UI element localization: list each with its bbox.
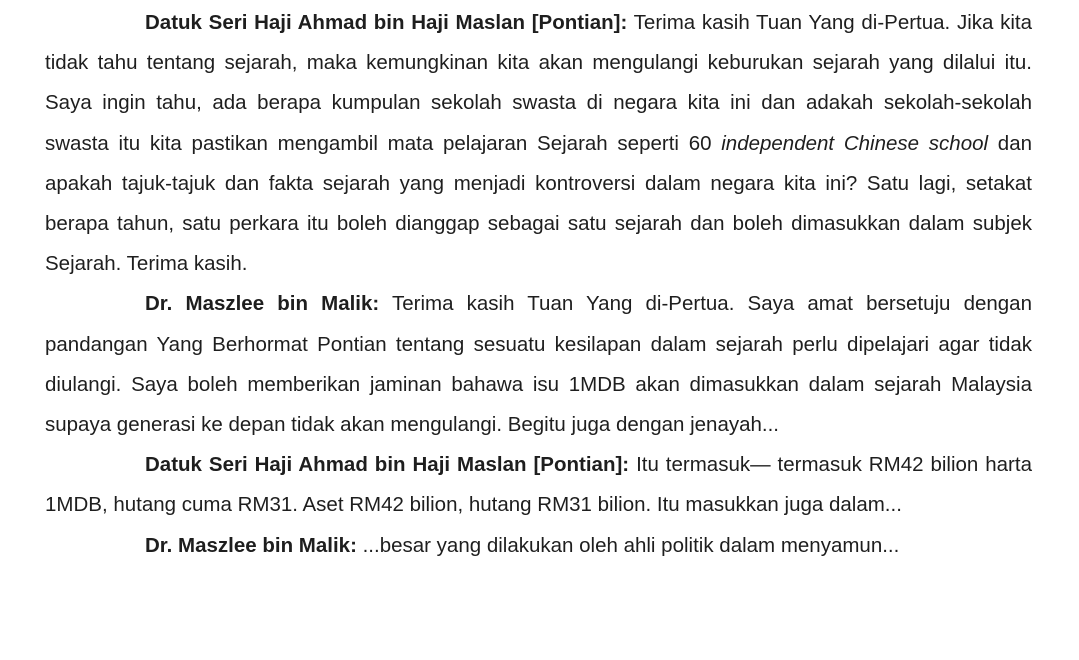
speech-text: ...besar yang dilakukan oleh ahli politik dalam menyamun... — [356, 533, 900, 557]
speech-text: Terima kasih Tuan Yang di-Pertua. Saya amat bersetuju dengan pandangan Yang Berhormat Pontian tentang sesuatu kesilapan dalam sejarah perlu dipelajari agar tidak diulangi. Saya boleh memberikan jaminan bahawa isu 1MDB akan dimasukkan dalam sejarah Malaysia supaya generasi ke depan tidak akan mengulangi. Begitu juga dengan jenayah... — [45, 292, 1032, 437]
speech-text: Terima kasih Tuan Yang di-Pertua. Jika kita tidak tahu tentang sejarah, maka kemungkinan kita akan mengulangi keburukan sejarah yang dilalui itu. Saya ingin tahu, ada berapa kumpulan sekolah swasta di negara kita ini dan adakah sekolah-sekolah swasta itu kita pastikan mengambil mata pelajaran Sejarah seperti 60 — [45, 11, 1032, 155]
speaker-name: Datuk Seri Haji Ahmad bin Haji Maslan [Pontian]: — [145, 453, 630, 477]
paragraph-maszlee-answer — [45, 284, 1032, 445]
paragraph-maszlee-reply — [45, 526, 1032, 566]
speech-text: dan apakah tajuk-tajuk dan fakta sejarah yang menjadi kontroversi dalam negara kita ini? Satu lagi, setakat berapa tahun, satu perkara itu boleh dianggap sebagai satu sejarah dan boleh dimasukkan dalam subjek Sejarah. Terima kasih. — [45, 131, 1033, 276]
speaker-name: Dr. Maszlee bin Malik: — [145, 533, 357, 557]
paragraph-ahmad-maslan-question — [45, 3, 1032, 284]
paragraph-ahmad-maslan-interjection — [45, 445, 1032, 525]
speaker-name: Datuk Seri Haji Ahmad bin Haji Maslan [Pontian]: — [145, 11, 628, 34]
speech-text: Itu termasuk— termasuk RM42 bilion harta 1MDB, hutang cuma RM31. Aset RM42 bilion, hutang RM31 bilion. Itu masukkan juga dalam... — [45, 453, 1032, 517]
hansard-transcript — [45, 3, 1032, 566]
speaker-name: Dr. Maszlee bin Malik: — [145, 292, 380, 316]
speech-text-italic: independent Chinese school — [721, 131, 989, 155]
